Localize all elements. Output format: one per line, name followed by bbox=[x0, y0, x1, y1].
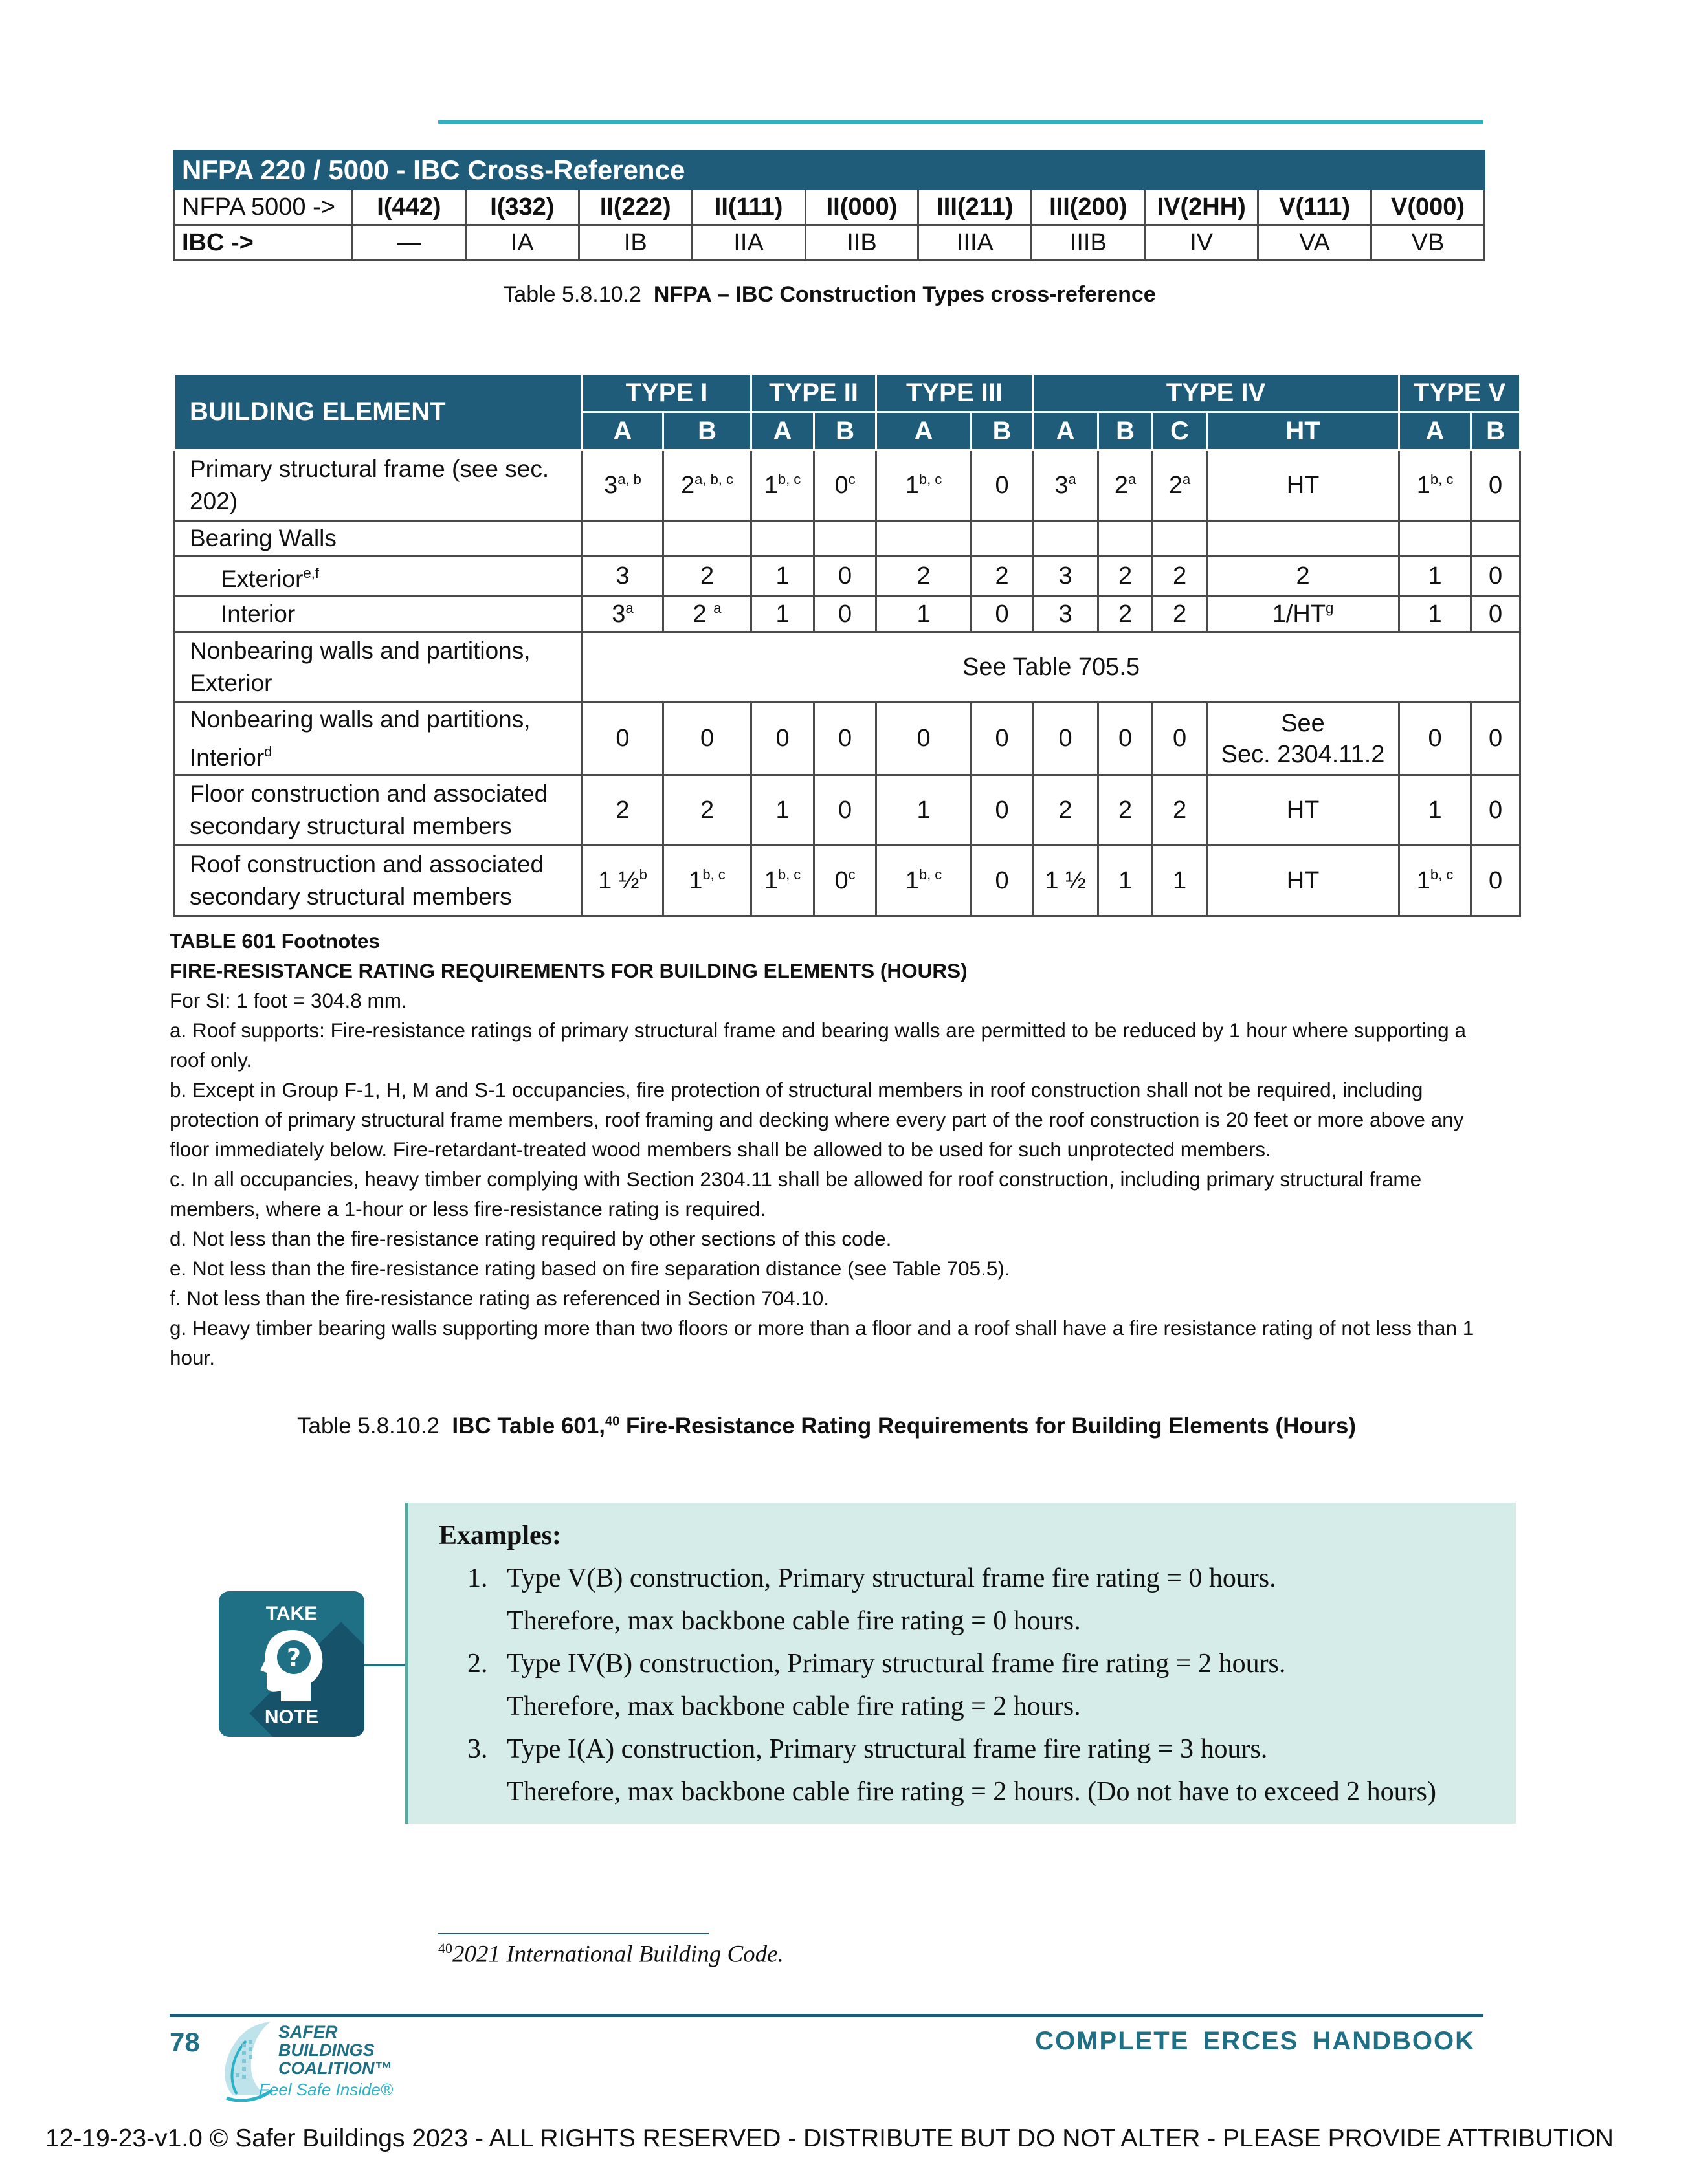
type-i-header: TYPE I bbox=[583, 374, 751, 412]
rating-value: 1 ½ bbox=[1045, 866, 1086, 894]
footnotes-subtitle: FIRE-RESISTANCE RATING REQUIREMENTS FOR BUILDING ELEMENTS (HOURS) bbox=[170, 959, 968, 982]
xref-cell: IIIB bbox=[1032, 225, 1145, 261]
row-label: Interior bbox=[175, 597, 583, 632]
caption-footnote-ref: 40 bbox=[605, 1414, 620, 1429]
rating-value: 3 bbox=[1058, 600, 1072, 628]
footnote-ref: b, c bbox=[777, 471, 801, 487]
subtype-header: HT bbox=[1207, 412, 1399, 450]
empty-cell bbox=[751, 521, 814, 557]
row-roof-construction bbox=[175, 846, 1520, 916]
row-label: Floor construction and associated secondary structural members bbox=[175, 775, 583, 846]
example-line: Type IV(B) construction, Primary structural frame fire rating = 2 hours. bbox=[507, 1649, 1286, 1679]
xref-cell: IV bbox=[1145, 225, 1258, 261]
rating-cell: 0 bbox=[1471, 703, 1520, 775]
icon-label-bottom: NOTE bbox=[264, 1706, 319, 1728]
rating-cell bbox=[1471, 450, 1520, 521]
rating-cell bbox=[1098, 597, 1153, 632]
rating-cell: 0 bbox=[972, 775, 1033, 846]
xref-cell: IIA bbox=[692, 225, 805, 261]
table-601-caption bbox=[170, 1413, 1483, 1439]
note-connector bbox=[364, 1664, 405, 1666]
rating-value: 2 bbox=[1114, 472, 1128, 499]
head-question-icon bbox=[259, 1627, 326, 1704]
rating-cell: 1 bbox=[1399, 775, 1471, 846]
rating-value: 1 bbox=[764, 472, 778, 499]
icon-label-top: TAKE bbox=[265, 1603, 318, 1624]
page-number: 78 bbox=[170, 2027, 200, 2057]
empty-cell bbox=[583, 521, 663, 557]
empty-cell bbox=[972, 521, 1033, 557]
rating-value: 1 bbox=[916, 600, 931, 628]
example-item bbox=[439, 1728, 1500, 1770]
rating-cell bbox=[972, 450, 1033, 521]
xref-cell: II(000) bbox=[805, 190, 918, 225]
xref-cell: IIB bbox=[805, 225, 918, 261]
xref-cell: IA bbox=[465, 225, 579, 261]
rating-cell: 0 bbox=[814, 557, 876, 597]
example-item bbox=[439, 1642, 1500, 1685]
ibc-table-601 bbox=[173, 373, 1521, 917]
subtype-header: B bbox=[1098, 412, 1153, 450]
rating-cell: 2 bbox=[1153, 775, 1207, 846]
caption-title: IBC Table 601, bbox=[452, 1413, 606, 1439]
rating-value: 1 bbox=[1172, 866, 1187, 894]
rating-value: 0 bbox=[1488, 600, 1503, 628]
rating-value: 3 bbox=[612, 601, 626, 628]
rating-cell bbox=[663, 597, 751, 632]
rating-value: 1 bbox=[764, 867, 778, 894]
rating-value: 2 bbox=[680, 472, 695, 499]
rating-cell bbox=[876, 846, 972, 916]
row-label bbox=[175, 557, 583, 597]
rating-cell bbox=[1153, 450, 1207, 521]
rating-cell: 2 bbox=[972, 557, 1033, 597]
footnote-ref: a bbox=[625, 600, 634, 616]
rating-cell: 0 bbox=[1098, 703, 1153, 775]
row-label-text: Nonbearing walls and partitions, Interior bbox=[190, 706, 531, 771]
rating-cell: 0 bbox=[1471, 775, 1520, 846]
rating-cell bbox=[1153, 846, 1207, 916]
empty-cell bbox=[1153, 521, 1207, 557]
example-item bbox=[439, 1557, 1500, 1600]
subtype-header: B bbox=[972, 412, 1033, 450]
rating-cell: 2 bbox=[1153, 557, 1207, 597]
xref-cell: V(000) bbox=[1371, 190, 1485, 225]
rating-value: 1 bbox=[1416, 867, 1430, 894]
footnote-ref: b, c bbox=[1430, 471, 1454, 487]
footnote-ref: a bbox=[713, 600, 722, 616]
copyright-notice: 12-19-23-v1.0 © Safer Buildings 2023 - ALL RIGHTS RESERVED - DISTRIBUTE BUT DO NOT ALTER - PLEASE PROVIDE ATTRIBUTION bbox=[45, 2124, 1614, 2152]
empty-cell bbox=[1207, 521, 1399, 557]
xref-ibc-label: IBC -> bbox=[175, 225, 353, 261]
examples-title: Examples: bbox=[439, 1521, 561, 1550]
footnote-line: f. Not less than the fire-resistance rating as referenced in Section 704.10. bbox=[170, 1286, 830, 1310]
xref-cell: I(442) bbox=[353, 190, 466, 225]
rating-cell bbox=[751, 450, 814, 521]
footnote-ref: b, c bbox=[1430, 866, 1454, 883]
xref-nfpa-row bbox=[175, 190, 1485, 225]
row-floor-construction bbox=[175, 775, 1520, 846]
rating-cell bbox=[1207, 597, 1399, 632]
rating-cell: 2 bbox=[876, 557, 972, 597]
rating-cell: 3 bbox=[583, 557, 663, 597]
type-iv-header: TYPE IV bbox=[1033, 374, 1399, 412]
rating-value: 1 ½ bbox=[598, 867, 639, 894]
xref-cell: VB bbox=[1371, 225, 1485, 261]
logo-wordmark bbox=[278, 2023, 392, 2077]
logo-tagline: Feel Safe Inside® bbox=[259, 2080, 394, 2099]
rating-value: 0 bbox=[834, 867, 849, 894]
subtype-header: A bbox=[751, 412, 814, 450]
empty-cell bbox=[663, 521, 751, 557]
rating-cell bbox=[1471, 597, 1520, 632]
rating-cell: 1 bbox=[876, 775, 972, 846]
example-line: Type V(B) construction, Primary structural frame fire rating = 0 hours. bbox=[507, 1563, 1276, 1593]
xref-cell: VA bbox=[1258, 225, 1371, 261]
rating-cell: 3 bbox=[1033, 557, 1098, 597]
rating-cell: 2 bbox=[663, 557, 751, 597]
footnote-line: a. Roof supports: Fire-resistance ratings of primary structural frame and bearing walls are permitted to be reduced by 1 hour where supporting a roof only. bbox=[170, 1019, 1472, 1072]
rating-cell bbox=[814, 597, 876, 632]
rating-cell bbox=[1098, 450, 1153, 521]
row-nonbearing-exterior bbox=[175, 632, 1520, 703]
see-text: See bbox=[1281, 709, 1325, 737]
rating-cell bbox=[583, 450, 663, 521]
type-ii-header: TYPE II bbox=[751, 374, 876, 412]
rating-cell: 2 bbox=[1098, 557, 1153, 597]
rating-cell bbox=[663, 450, 751, 521]
rating-value: 2 bbox=[693, 601, 714, 628]
logo-line: SAFER bbox=[278, 2022, 338, 2042]
xref-cell: II(222) bbox=[579, 190, 692, 225]
rating-cell bbox=[972, 597, 1033, 632]
rating-cell bbox=[1033, 846, 1098, 916]
svg-text:?: ? bbox=[286, 1644, 302, 1672]
footnote-ref: a bbox=[1127, 471, 1137, 487]
caption-prefix: Table 5.8.10.2 bbox=[297, 1413, 439, 1439]
building-element-header: BUILDING ELEMENT bbox=[175, 374, 583, 450]
footnote-line: d. Not less than the fire-resistance rating required by other sections of this code. bbox=[170, 1227, 892, 1250]
row-bearing-walls bbox=[175, 521, 1520, 557]
rating-cell bbox=[1098, 846, 1153, 916]
footnote-number: 40 bbox=[438, 1940, 452, 1956]
footnote-line: b. Except in Group F-1, H, M and S-1 occupancies, fire protection of structural members in roof construction shall not be required, including protection of primary structural frame members, roof framing and decking where every part of the roof construction is 20 feet or more above any floor immediately below. Fire-retardant-treated wood members shall be allowed to be used for such unprotected members. bbox=[170, 1078, 1470, 1161]
footnote-ref: a bbox=[1068, 471, 1076, 487]
rating-cell: 0 bbox=[1471, 557, 1520, 597]
rating-cell: 2 bbox=[1207, 557, 1399, 597]
rating-cell bbox=[583, 597, 663, 632]
rating-cell: 0 bbox=[583, 703, 663, 775]
row-label: Bearing Walls bbox=[175, 521, 583, 557]
rating-value: 1 bbox=[1428, 600, 1442, 628]
subtype-header: B bbox=[663, 412, 751, 450]
footnote-line: c. In all occupancies, heavy timber complying with Section 2304.11 shall be allowed for roof construction, including primary structural frame members, where a 1-hour or less fire-resistance rating is required. bbox=[170, 1167, 1427, 1220]
row-primary-structural-frame bbox=[175, 450, 1520, 521]
rating-value: 1 bbox=[689, 867, 703, 894]
footnote-ref: a, b, c bbox=[694, 471, 734, 487]
rating-value: 1 bbox=[775, 600, 790, 628]
footnote-line: e. Not less than the fire-resistance rating based on fire separation distance (see Table 705.5). bbox=[170, 1257, 1010, 1280]
rating-cell: 2 bbox=[583, 775, 663, 846]
subtype-header: B bbox=[1471, 412, 1520, 450]
example-number: 1. bbox=[467, 1563, 488, 1593]
rating-value: 1 bbox=[1416, 472, 1430, 499]
example-number: 2. bbox=[467, 1649, 488, 1679]
rating-cell bbox=[1207, 450, 1399, 521]
empty-cell bbox=[1098, 521, 1153, 557]
footnotes-title: TABLE 601 Footnotes bbox=[170, 929, 380, 953]
example-line: Therefore, max backbone cable fire rating = 0 hours. bbox=[507, 1606, 1081, 1636]
footnote-ref: g bbox=[1326, 600, 1334, 616]
rating-value: 0 bbox=[1488, 866, 1503, 894]
examples-text bbox=[439, 1514, 1500, 1813]
see-sec-cell bbox=[1207, 703, 1399, 775]
xref-nfpa-label: NFPA 5000 -> bbox=[175, 190, 353, 225]
rating-cell: 1 bbox=[1399, 557, 1471, 597]
subtype-header: A bbox=[876, 412, 972, 450]
table-601-footnotes bbox=[170, 926, 1483, 1373]
top-rule bbox=[438, 120, 1483, 124]
footnote-ref: a, b bbox=[617, 471, 641, 487]
empty-cell bbox=[1033, 521, 1098, 557]
xref-caption bbox=[173, 282, 1485, 307]
xref-cell: IV(2HH) bbox=[1145, 190, 1258, 225]
rating-cell: 2 bbox=[663, 775, 751, 846]
safer-buildings-logo bbox=[214, 2018, 408, 2102]
type-iii-header: TYPE III bbox=[876, 374, 1033, 412]
example-line: Therefore, max backbone cable fire rating = 2 hours. (Do not have to exceed 2 hours) bbox=[507, 1777, 1436, 1807]
take-note-icon bbox=[219, 1591, 364, 1737]
footnote-40 bbox=[438, 1940, 784, 1968]
rating-cell bbox=[1399, 597, 1471, 632]
rating-value: 2 bbox=[1168, 472, 1183, 499]
subtype-header: B bbox=[814, 412, 876, 450]
example-number: 3. bbox=[467, 1734, 488, 1764]
rating-cell: 0 bbox=[1033, 703, 1098, 775]
empty-cell bbox=[1399, 521, 1471, 557]
rating-value: 0 bbox=[834, 472, 849, 499]
rating-value: 1 bbox=[905, 472, 919, 499]
subtype-header: A bbox=[583, 412, 663, 450]
xref-cell: V(111) bbox=[1258, 190, 1371, 225]
caption-title: NFPA – IBC Construction Types cross-reference bbox=[653, 282, 1156, 307]
see-table-705-5: See Table 705.5 bbox=[583, 632, 1520, 703]
type-v-header: TYPE V bbox=[1399, 374, 1520, 412]
footnote-line: For SI: 1 foot = 304.8 mm. bbox=[170, 989, 407, 1012]
section-ref: Sec. 2304.11.2 bbox=[1221, 740, 1385, 768]
rating-cell bbox=[1033, 597, 1098, 632]
subtype-header: C bbox=[1153, 412, 1207, 450]
nfpa-ibc-cross-reference-table bbox=[173, 150, 1485, 261]
example-line: Therefore, max backbone cable fire rating = 2 hours. bbox=[507, 1692, 1081, 1721]
rating-value: 0 bbox=[995, 471, 1009, 499]
rating-value: HT bbox=[1286, 471, 1320, 499]
xref-cell: III(200) bbox=[1032, 190, 1145, 225]
xref-cell: III(211) bbox=[918, 190, 1032, 225]
rating-value: 3 bbox=[604, 472, 618, 499]
rating-value: 1/HT bbox=[1272, 601, 1326, 628]
handbook-title: COMPLETE ERCES HANDBOOK bbox=[1035, 2027, 1475, 2055]
caption-prefix: Table 5.8.10.2 bbox=[503, 282, 641, 307]
rating-cell bbox=[1153, 597, 1207, 632]
rating-cell: 0 bbox=[814, 775, 876, 846]
footnote-ref: a bbox=[1182, 471, 1191, 487]
rating-value: 1 bbox=[1118, 866, 1133, 894]
rating-cell: 1 bbox=[751, 775, 814, 846]
xref-ibc-row bbox=[175, 225, 1485, 261]
rating-cell bbox=[1471, 846, 1520, 916]
xref-cell: II(111) bbox=[692, 190, 805, 225]
xref-cell: I(332) bbox=[465, 190, 579, 225]
rating-cell: 0 bbox=[972, 703, 1033, 775]
logo-line: COALITION™ bbox=[278, 2058, 392, 2078]
row-label: Primary structural frame (see sec. 202) bbox=[175, 450, 583, 521]
rating-cell: 0 bbox=[663, 703, 751, 775]
subtype-header: A bbox=[1033, 412, 1098, 450]
xref-cell: IB bbox=[579, 225, 692, 261]
row-label: Roof construction and associated secondary structural members bbox=[175, 846, 583, 916]
rating-cell: 0 bbox=[876, 703, 972, 775]
rating-value: HT bbox=[1286, 866, 1320, 894]
rating-cell: 0 bbox=[751, 703, 814, 775]
row-interior bbox=[175, 597, 1520, 632]
subtype-header: A bbox=[1399, 412, 1471, 450]
rating-value: 2 bbox=[1172, 600, 1187, 628]
rating-cell bbox=[583, 846, 663, 916]
rating-cell bbox=[751, 597, 814, 632]
rating-cell: 0 bbox=[814, 703, 876, 775]
footnote-ref: b bbox=[639, 866, 647, 883]
footnote-ref: b, c bbox=[777, 866, 801, 883]
rating-cell bbox=[1207, 846, 1399, 916]
rating-value: 1 bbox=[905, 867, 919, 894]
rating-value: 3 bbox=[1054, 472, 1069, 499]
footnote-rule bbox=[438, 1933, 709, 1934]
rating-value: 0 bbox=[1488, 471, 1503, 499]
rating-cell bbox=[814, 450, 876, 521]
rating-cell bbox=[751, 846, 814, 916]
footnote-ref: c bbox=[848, 471, 856, 487]
caption-title-rest: Fire-Resistance Rating Requirements for Building Elements (Hours) bbox=[619, 1413, 1356, 1439]
empty-cell bbox=[876, 521, 972, 557]
row-exterior bbox=[175, 557, 1520, 597]
rating-cell bbox=[876, 597, 972, 632]
empty-cell bbox=[1471, 521, 1520, 557]
rating-value: 0 bbox=[995, 600, 1009, 628]
rating-value: 0 bbox=[838, 600, 852, 628]
rating-cell: 2 bbox=[1098, 775, 1153, 846]
rating-cell bbox=[1399, 846, 1471, 916]
rating-cell: HT bbox=[1207, 775, 1399, 846]
rating-cell bbox=[814, 846, 876, 916]
row-nonbearing-interior bbox=[175, 703, 1520, 775]
rating-cell bbox=[663, 846, 751, 916]
footnote-ref: c bbox=[848, 866, 856, 883]
row-label: Nonbearing walls and partitions, Exterior bbox=[175, 632, 583, 703]
footnote-ref: e,f bbox=[303, 565, 319, 581]
rating-value: 2 bbox=[1118, 600, 1133, 628]
rating-value: 0 bbox=[995, 866, 1009, 894]
rating-cell: 1 bbox=[751, 557, 814, 597]
footnote-ref: b, c bbox=[702, 866, 726, 883]
rating-cell bbox=[972, 846, 1033, 916]
row-label bbox=[175, 703, 583, 775]
footnote-ref: b, c bbox=[918, 471, 942, 487]
rating-cell bbox=[876, 450, 972, 521]
row-label-text: Exterior bbox=[221, 566, 304, 592]
footer-rule bbox=[170, 2014, 1483, 2017]
example-line: Type I(A) construction, Primary structural frame fire rating = 3 hours. bbox=[507, 1734, 1268, 1764]
empty-cell bbox=[814, 521, 876, 557]
rating-cell bbox=[1399, 450, 1471, 521]
rating-cell: 0 bbox=[1399, 703, 1471, 775]
footnote-line: g. Heavy timber bearing walls supporting more than two floors or more than a floor and a roof shall have a fire resistance rating of not less than 1 hour. bbox=[170, 1316, 1480, 1369]
rating-cell: 2 bbox=[1033, 775, 1098, 846]
rating-cell: 0 bbox=[1153, 703, 1207, 775]
rating-cell bbox=[1033, 450, 1098, 521]
xref-cell: — bbox=[353, 225, 466, 261]
xref-title: NFPA 220 / 5000 - IBC Cross-Reference bbox=[175, 151, 1485, 190]
logo-line: BUILDINGS bbox=[278, 2040, 375, 2060]
footnote-text: 2021 International Building Code. bbox=[452, 1941, 784, 1968]
footnote-ref: b, c bbox=[918, 866, 942, 883]
xref-cell: IIIA bbox=[918, 225, 1032, 261]
footnote-ref: d bbox=[264, 744, 272, 760]
